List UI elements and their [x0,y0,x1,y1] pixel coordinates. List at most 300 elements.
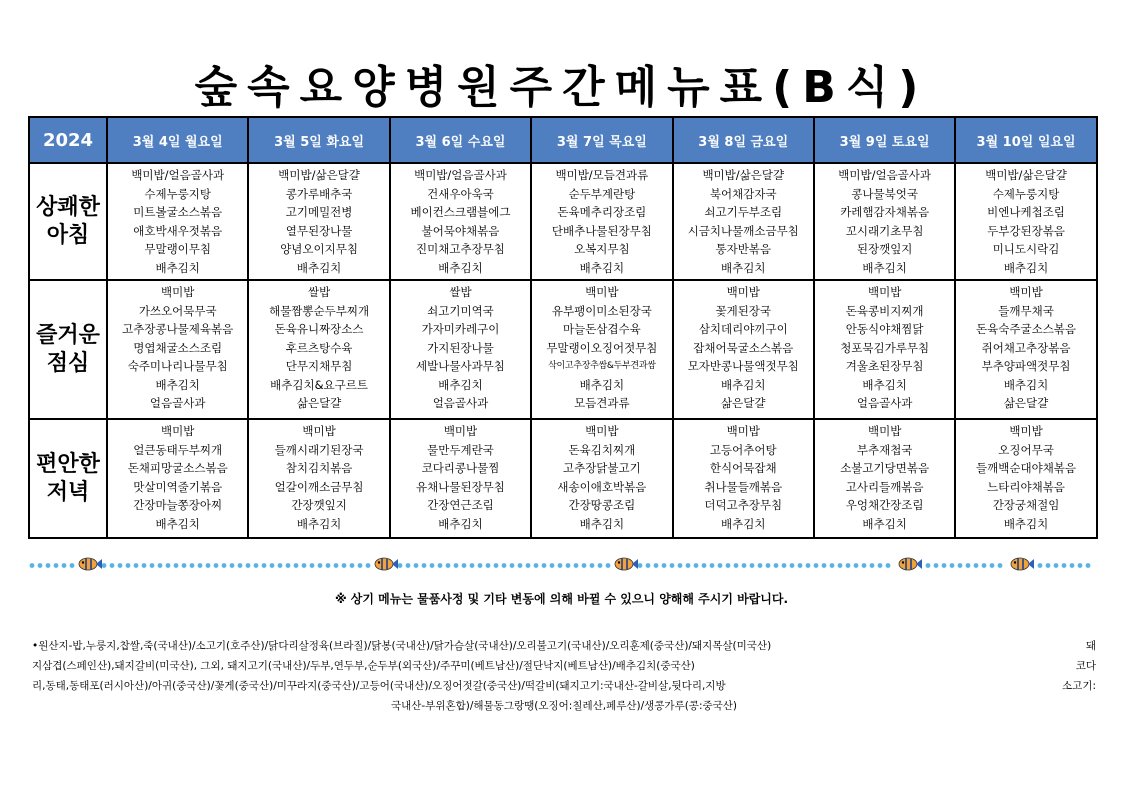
deco-dot [398,563,403,568]
deco-dot [870,563,875,568]
menu-item: 꼬시래기초무침 [845,223,924,238]
menu-item: 백미밥 [161,285,195,299]
deco-dot [286,563,291,568]
deco-dot [278,563,283,568]
menu-item: 부추양파액젓무침 [981,359,1071,373]
deco-dot [1086,563,1091,568]
menu-item: 물만두계란국 [427,442,494,457]
menu-item: 배추김치 [155,516,200,531]
deco-dot [782,563,787,568]
deco-dot [462,563,467,568]
deco-dot [230,563,235,568]
menu-item: 두부강된장볶음 [987,223,1065,238]
deco-dot [310,563,315,568]
menu-item: 순두부계란탕 [568,186,636,201]
menu-item: 꽃게된장국 [715,303,772,318]
meal-label-line: 편안한 [36,451,100,477]
day-header: 3월 5일 화요일 [248,117,389,163]
menu-item: 단무지채무침 [285,359,353,373]
deco-dot [182,563,187,568]
menu-item: 안동식야채찜닭 [845,322,924,336]
deco-dot [702,563,707,568]
deco-dot [126,563,131,568]
deco-dot [358,563,363,568]
menu-item: 들깨시래기된장국 [274,442,364,457]
deco-dot [550,563,555,568]
menu-item: 백미밥 [443,424,478,438]
deco-dot [878,563,883,568]
deco-dot [318,563,323,568]
meal-label-line: 아침 [46,222,90,248]
deco-dot [950,563,955,568]
menu-cell [531,163,672,280]
meal-label [29,419,107,538]
menu-item: 베이컨스크램블에그 [410,205,511,219]
deco-dot [934,563,939,568]
deco-dot [46,563,51,568]
menu-item: 삶은달걀 [1003,396,1049,410]
deco-dot [110,563,115,568]
deco-dot [990,563,995,568]
menu-item: 백미밥 [726,285,760,299]
menu-item: 한식어묵잡채 [709,461,777,475]
menu-item: 쇠고기두부조림 [704,205,783,219]
menu-item: 카레햄감자채볶음 [840,205,930,219]
deco-dot [958,563,963,568]
menu-item: 삶은달걀 [296,396,342,410]
menu-item: 삭이고추장추쌈&두부견과쌈 [548,361,656,371]
deco-dot [406,563,411,568]
menu-item: 배추김치 [155,377,200,392]
deco-dot [774,563,779,568]
menu-item: 숙주미나리나물무침 [127,359,228,373]
deco-dot [254,563,259,568]
deco-dot [1078,563,1083,568]
deco-dot [838,563,843,568]
deco-dot [742,563,747,568]
menu-item: 백미밥/삶은달걀 [985,168,1067,182]
deco-dot [342,563,347,568]
page-title: 숲속요양병원주간메뉴표(B식) [194,62,929,113]
menu-cell [814,280,955,419]
day-header: 3월 9일 토요일 [814,117,955,163]
menu-item: 간장마늘쫑장아찌 [133,498,223,512]
menu-cell [248,280,389,419]
menu-item: 통자반볶음 [715,242,772,256]
deco-dot [790,563,795,568]
deco-dot [166,563,171,568]
menu-item: 된장깻잎지 [856,242,913,256]
origin-line [32,696,1096,716]
meal-label [29,280,107,419]
menu-item: 배추김치 [862,377,907,392]
menu-item: 들깨백순대야채볶음 [976,461,1077,475]
menu-item: 배추김치 [438,377,483,392]
origin-line [32,656,1096,676]
deco-dot [718,563,723,568]
menu-item: 모자반콩나물액젓무침 [687,359,799,373]
menu-item: 잡채어묵굴소스볶음 [693,340,794,355]
fish-icon [375,558,398,570]
origin-line [32,676,1096,696]
menu-item: 진미채고추장무침 [416,242,505,256]
menu-item: 배추김치 [296,260,342,275]
deco-dot [1038,563,1043,568]
menu-item: 미니도시락김 [992,242,1060,256]
deco-dot [798,563,803,568]
deco-dot [414,563,419,568]
menu-item: 새송이애호박볶음 [557,479,647,494]
deco-dot [726,563,731,568]
menu-item: 고사리들깨볶음 [845,479,924,494]
menu-item: 배추김치 [438,260,483,275]
deco-dot [926,563,931,568]
menu-item: 무말랭이오징어젓무침 [546,340,658,355]
menu-item: 쌀밥 [307,285,331,299]
menu-item: 명엽채굴소스조림 [133,340,223,355]
deco-dot [694,563,699,568]
menu-cell [955,163,1096,280]
menu-item: 백미밥 [867,424,902,438]
origin-line [32,636,1096,656]
deco-dot [766,563,771,568]
menu-item: 돈육콩비지찌개 [845,303,924,318]
menu-item: 겨울초된장무침 [845,359,924,373]
deco-dot [502,563,507,568]
deco-dot [846,563,851,568]
menu-item: 백미밥/삶은달걀 [278,168,360,182]
deco-dot [454,563,459,568]
fish-icon [899,558,922,570]
menu-item: 오징어무국 [998,442,1054,457]
deco-dot [494,563,499,568]
deco-dot [486,563,491,568]
menu-item: 우엉채간장조림 [845,498,924,512]
menu-item: 건새우아욱국 [427,186,494,201]
menu-item: 백미밥 [585,424,619,438]
menu-item: 후르츠탕수육 [285,340,353,355]
menu-cell [814,163,955,280]
deco-dot [1062,563,1067,568]
meal-row [29,280,1097,419]
deco-dot [734,563,739,568]
menu-item: 가지된장나물 [427,340,494,355]
day-header: 3월 4일 월요일 [107,117,248,163]
deco-dot [886,563,891,568]
menu-item: 돈육숙주굴소스볶음 [976,322,1077,336]
menu-item: 간장연근조림 [427,498,494,512]
menu-item: 배추김치 [579,516,625,531]
menu-cell [531,419,672,538]
meal-label-line: 상쾌한 [36,194,100,220]
deco-dot [582,563,587,568]
deco-dot [102,563,107,568]
deco-dot [134,563,139,568]
menu-item: 불어묵야채볶음 [421,223,500,238]
fish-icon [615,558,638,570]
menu-cell [248,419,389,538]
deco-dot [238,563,243,568]
deco-dot [446,563,451,568]
origin-line-text: 리,동태,동태포(러시아산)/아귀(중국산)/꽃게(중국산)/미꾸라지(중국산)/고등어(국내산)/오징어젓갈(중국산)/떡갈비(돼지고기:국내산-갈비살,뒷다리,지방 [32,680,726,692]
menu-item: 단배추나물된장무침 [551,223,652,238]
deco-dot [1070,563,1075,568]
menu-item: 백미밥 [867,285,902,299]
deco-dot [246,563,251,568]
menu-item: 배추김치 [721,516,766,531]
menu-cell [390,163,531,280]
menu-cell [673,280,814,419]
deco-dot [598,563,603,568]
menu-item: 배추김치 [862,260,907,275]
deco-dot [646,563,651,568]
menu-item: 백미밥 [585,285,619,299]
menu-item: 백미밥 [1009,285,1043,299]
menu-item: 돈육김치찌개 [568,442,636,457]
deco-dot [366,563,371,568]
deco-dot [998,563,1003,568]
deco-dot [638,563,643,568]
menu-item: 코다리콩나물찜 [421,461,500,475]
menu-item: 백미밥/얼음골사과 [414,168,507,182]
deco-dot [54,563,59,568]
menu-item: 배추김치 [721,260,766,275]
menu-item: 백미밥 [726,424,760,438]
deco-dot [302,563,307,568]
menu-item: 돈육메추리장조림 [557,205,647,219]
menu-item: 얼음골사과 [432,396,489,410]
menu-item: 북어채감자국 [709,186,777,201]
menu-item: 열무된장나물 [285,223,353,238]
menu-item: 콩가루배추국 [285,186,353,201]
menu-item: 배추김치 [1003,516,1049,531]
meal-row [29,419,1097,538]
menu-item: 삼치데리야끼구이 [698,322,788,336]
deco-dot [854,563,859,568]
menu-item: 백미밥 [302,424,336,438]
meal-label-line: 점심 [46,350,90,376]
menu-item: 백미밥/얼음골사과 [838,168,932,182]
deco-dot [670,563,675,568]
deco-dot [270,563,275,568]
menu-cell [814,419,955,538]
year-header: 2024 [29,117,107,163]
menu-item: 배추김치 [155,260,200,275]
menu-cell [673,419,814,538]
menu-item: 수제누룽지탕 [144,186,212,201]
menu-item: 수제누룽지탕 [992,186,1060,201]
deco-dot [518,563,523,568]
menu-item: 배추김치 [579,377,625,392]
deco-dot [814,563,819,568]
menu-item: 시금치나물깨소금무침 [687,223,799,238]
origin-notice [32,636,1096,716]
menu-item: 배추김치 [862,516,907,531]
deco-dot [686,563,691,568]
menu-item: 가쓰오어묵무국 [138,303,217,318]
deco-dot [654,563,659,568]
menu-item: 부추재첩국 [856,442,913,457]
menu-item: 미트볼굴소스볶음 [133,205,223,219]
meal-label [29,163,107,280]
deco-dot [966,563,971,568]
deco-dot [710,563,715,568]
deco-dot [262,563,267,568]
menu-item: 고추장콩나물제육볶음 [122,322,234,336]
menu-item: 배추김치 [296,516,342,531]
deco-dot [558,563,563,568]
origin-line-text: •원산지-밥,누룽지,찹쌀,죽(국내산)/소고기(호주산)/닭다리살정육(브라질)/닭봉(국내산)/닭가슴살(국내산)/오리불고기(국내산)/오리훈제(중국산)/돼지목살(미국산) [32,640,772,652]
deco-dot [606,563,611,568]
deco-dot [1054,563,1059,568]
day-header: 3월 7일 목요일 [531,117,672,163]
menu-item: 얼갈이깨소금무침 [274,479,364,494]
deco-dot [174,563,179,568]
deco-dot [750,563,755,568]
menu-item: 모듬견과류 [574,396,630,410]
deco-dot [190,563,195,568]
deco-dot [678,563,683,568]
menu-item: 청포묵김가루무침 [840,340,930,355]
menu-cell [390,280,531,419]
deco-dot [222,563,227,568]
origin-line-end: 코다 [1075,660,1096,672]
menu-item: 취나물들깨볶음 [704,479,783,494]
menu-item: 오복지무침 [574,242,630,256]
deco-dot [470,563,475,568]
day-header: 3월 10일 일요일 [955,117,1096,163]
menu-cell [673,163,814,280]
day-header: 3월 8일 금요일 [673,117,814,163]
deco-dot [982,563,987,568]
deco-dot [862,563,867,568]
menu-item: 백미밥/얼음골사과 [131,168,225,182]
menu-cell [955,419,1096,538]
deco-dot [118,563,123,568]
menu-cell [107,163,248,280]
deco-dot [942,563,947,568]
menu-item: 유부팽이미소된장국 [551,303,652,318]
deco-dot [526,563,531,568]
deco-dot [294,563,299,568]
menu-item: 배추김치 [579,260,625,275]
menu-item: 소불고기당면볶음 [840,461,930,475]
deco-dot [574,563,579,568]
menu-item: 비엔나케첩조림 [987,205,1065,219]
deco-dot [206,563,211,568]
menu-item: 고등어추어탕 [709,442,777,457]
deco-dot [430,563,435,568]
deco-dot [150,563,155,568]
menu-item: 쇠고기미역국 [427,303,494,318]
menu-item: 고추장닭불고기 [562,461,641,475]
menu-item: 맛살미역줄기볶음 [133,479,223,494]
menu-item: 간장궁채절임 [992,498,1060,512]
menu-cell [390,419,531,538]
menu-item: 배추김치 [1003,377,1049,392]
header-row [29,117,1097,163]
deco-dot [142,563,147,568]
menu-item: 배추김치&요구르트 [270,377,368,392]
day-header: 3월 6일 수요일 [390,117,531,163]
deco-dot [214,563,219,568]
menu-item: 배추김치 [1003,260,1049,275]
menu-cell [107,419,248,538]
menu-item: 콩나물북엇국 [851,186,918,201]
menu-item: 고기메밀전병 [285,205,353,219]
deco-dot [974,563,979,568]
menu-item: 얼큰동태두부찌개 [133,442,223,457]
menu-cell [107,280,248,419]
meal-label-line: 저녁 [46,479,90,505]
menu-item: 마늘돈삼겹수육 [562,322,641,336]
menu-cell [248,163,389,280]
menu-item: 간장땅콩조림 [568,498,636,512]
deco-dot [38,563,43,568]
menu-item: 백미밥 [161,424,195,438]
menu-item: 쌀밥 [449,285,472,299]
meal-row [29,163,1097,280]
menu-item: 얼음골사과 [856,396,913,410]
deco-dot [590,563,595,568]
menu-item: 참치김치볶음 [285,461,353,475]
deco-dot [30,563,35,568]
meal-label-line: 즐거운 [36,322,100,348]
origin-line-end: 돼 [1085,640,1096,652]
dot-row [30,563,1091,568]
menu-item: 삶은달걀 [721,396,766,410]
fish-icon [1011,558,1034,570]
menu-item: 백미밥/모듬견과류 [555,168,649,182]
deco-dot [198,563,203,568]
origin-line-text: 국내산-부위혼합)/해물동그랑땡(오징어:칠레산,페루산)/생콩가루(콩:중국산) [390,700,738,712]
menu-cell [531,280,672,419]
deco-dot [1046,563,1051,568]
menu-item: 느타리야채볶음 [987,479,1065,494]
menu-item: 백미밥/삶은달걀 [702,168,785,182]
menu-item: 백미밥 [1009,424,1043,438]
menu-item: 해물짬뽕순두부찌개 [269,303,370,318]
deco-dot [822,563,827,568]
menu-item: 유채나물된장무침 [416,479,505,494]
notice-text: ※ 상기 메뉴는 물품사정 및 기타 변동에 의해 바뀔 수 있으니 양해해 주시기 바랍니다. [334,592,789,606]
deco-dot [422,563,427,568]
deco-dot [350,563,355,568]
origin-line-end: 소고기: [1062,680,1096,692]
menu-item: 들깨무채국 [998,303,1054,318]
deco-dot [534,563,539,568]
deco-dot [566,563,571,568]
menu-item: 얼음골사과 [149,396,206,410]
fish-icon [79,558,102,570]
deco-dot [806,563,811,568]
deco-dot [334,563,339,568]
deco-dot [62,563,67,568]
decorative-border [28,552,1096,576]
menu-item: 더덕고추장무침 [704,498,783,512]
deco-dot [542,563,547,568]
deco-dot [510,563,515,568]
deco-dot [438,563,443,568]
origin-line-text: 지삼겹(스페인산),돼지갈비(미국산), 그외, 돼지고기(국내산)/두부,연두부,순두부(외국산)/주꾸미(베트남산)/절단낙지(베트남산)/배추김치(중국산) [32,660,695,672]
deco-dot [758,563,763,568]
deco-dot [830,563,835,568]
deco-dot [478,563,483,568]
menu-item: 간장깻잎지 [291,498,347,512]
menu-item: 돈육유니짜장소스 [274,322,364,336]
menu-item: 쥐어채고추장볶음 [981,340,1071,355]
menu-item: 배추김치 [721,377,766,392]
